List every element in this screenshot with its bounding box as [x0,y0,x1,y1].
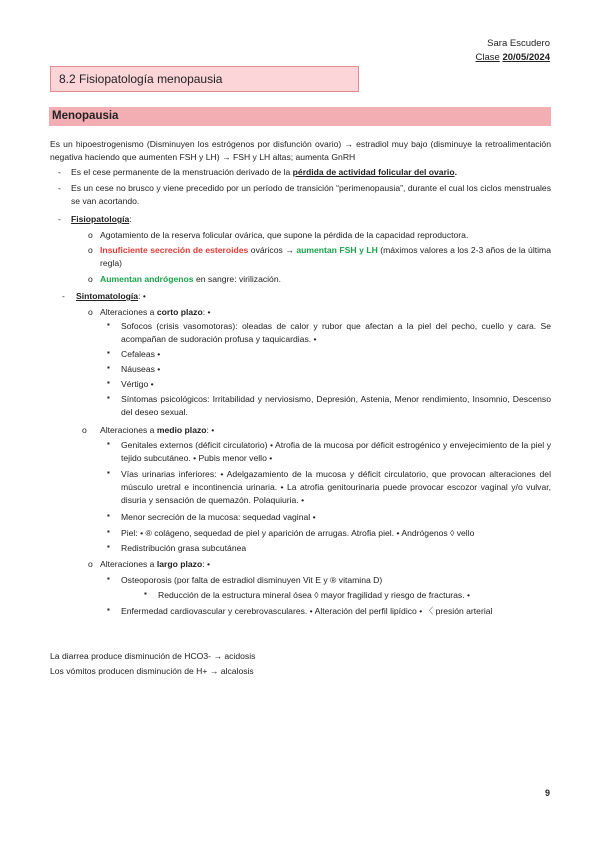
bullet-item [58,182,551,208]
subsection-title: Menopausia [49,107,551,126]
dash-bullet: - [58,167,61,177]
circle-bullet: o [88,245,93,255]
square-bullet: ▪ [107,363,110,372]
medio-item: Genitales externos (déficit circulatorio) • Atrofia de la mucosa por déficit estrogénico y envejecimiento de la piel y tejido subcutáneo. • Pubis menor vello • [121,440,551,463]
largo-plazo-heading: Alteraciones a largo plazo: • [100,559,211,569]
square-bullet: ▪ [107,605,110,614]
square-bullet: ▪ [107,468,110,477]
square-bullet: ▪ [107,378,110,387]
square-bullet: ▪ [107,527,110,536]
largo-subitem: Reducción de la estructura mineral ósea ◊ mayor fragilidad y riesgo de fracturas. • [158,590,471,600]
class-date-label: Clase [475,52,500,63]
bullet-item [58,166,551,179]
corto-item: Síntomas psicológicos: Irritabilidad y nerviosismo, Depresión, Astenia, Menor rendimiento, Insomnio, Descenso del deseo sexual. [121,394,551,417]
largo-item: Enfermedad cardiovascular y cerebrovasculares. • Alteración del perfil lipídico • 〈 presión arterial [121,606,493,616]
dash-bullet: - [58,183,61,193]
corto-item: Náuseas • [121,364,161,374]
footer-line: Los vómitos producen disminución de H+ → alcalosis [50,666,254,676]
circle-bullet: o [88,230,93,240]
fisiopatologia-heading: - Fisiopatología: [58,214,132,224]
fisio-item-2: Insuficiente secreción de esteroides ováricos → aumentan FSH y LH (máximos valores a los 2-3 años de la última regla) [100,245,551,268]
square-bullet: ▪ [107,574,110,583]
medio-item: Piel: • ® colágeno, sequedad de piel y aparición de arrugas. Atrofia piel. • Andrógenos ◊ vello [121,528,475,538]
medio-plazo-heading: Alteraciones a medio plazo: • [100,425,215,435]
square-bullet: ▪ [144,589,147,598]
circle-bullet: o [88,559,93,569]
corto-item: Vértigo • [121,379,154,389]
square-bullet: ▪ [107,542,110,551]
bullet-text: Es el cese permanente de la menstruación derivado de la pérdida de actividad folicular del ovario. [71,167,457,177]
intro-paragraph: Es un hipoestrogenismo (Disminuyen los estrógenos por disfunción ovario) → estradiol muy bajo (disminuye la retroalimentación negativa haciendo que aumenten FSH y LH) → FSH y LH altas; aumenta GnRH [50,139,551,162]
fisio-item-3: Aumentan andrógenos en sangre: virilización. [100,274,282,284]
class-date-value: 20/05/2024 [502,52,550,63]
section-title: 8.2 Fisiopatología menopausia [50,66,359,92]
fisio-item-1: Agotamiento de la reserva folicular ovárica, que supone la pérdida de la capacidad reproductora. [100,230,469,240]
class-date [476,52,550,63]
square-bullet: ▪ [107,393,110,402]
bullet-text: Es un cese no brusco y viene precedido por un período de transición “perimenopausia”, durante el cual los ciclos menstruales se van acortando. [71,183,551,206]
circle-bullet: o [82,425,87,435]
square-bullet: ▪ [107,348,110,357]
sintomatologia-heading: - Sintomatología: • [62,291,146,301]
corto-plazo-heading: Alteraciones a corto plazo: • [100,307,211,317]
medio-item: Menor secreción de la mucosa: sequedad vaginal • [121,512,316,522]
corto-item: Cefaleas • [121,349,161,359]
square-bullet: ▪ [107,439,110,448]
circle-bullet: o [88,274,93,284]
footer-line: La diarrea produce disminución de HCO3- → acidosis [50,651,256,661]
circle-bullet: o [88,307,93,317]
medio-item: Redistribución grasa subcutánea [121,543,247,553]
square-bullet: ▪ [107,320,110,329]
medio-item: Vías urinarias inferiores: • Adelgazamiento de la mucosa y déficit circulatorio, que provocan alteraciones del músculo uretral e incontinencia urinaria. • La atrofia genitourinaria puede provocar escozor vaginal y/o vulvar, disuria y sensación de quemazón. Polaquiuria. • [121,469,551,505]
corto-item: Sofocos (crisis vasomotoras): oleadas de calor y rubor que afectan a la piel del pecho, cuello y cara. Se acompañan de sudoración profusa y taquicardias. • [121,321,551,344]
page-number: 9 [544,788,550,798]
square-bullet: ▪ [107,511,110,520]
author-name: Sara Escudero [487,38,550,49]
largo-item: Osteoporosis (por falta de estradiol disminuyen Vit E y ® vitamina D) [121,575,383,585]
